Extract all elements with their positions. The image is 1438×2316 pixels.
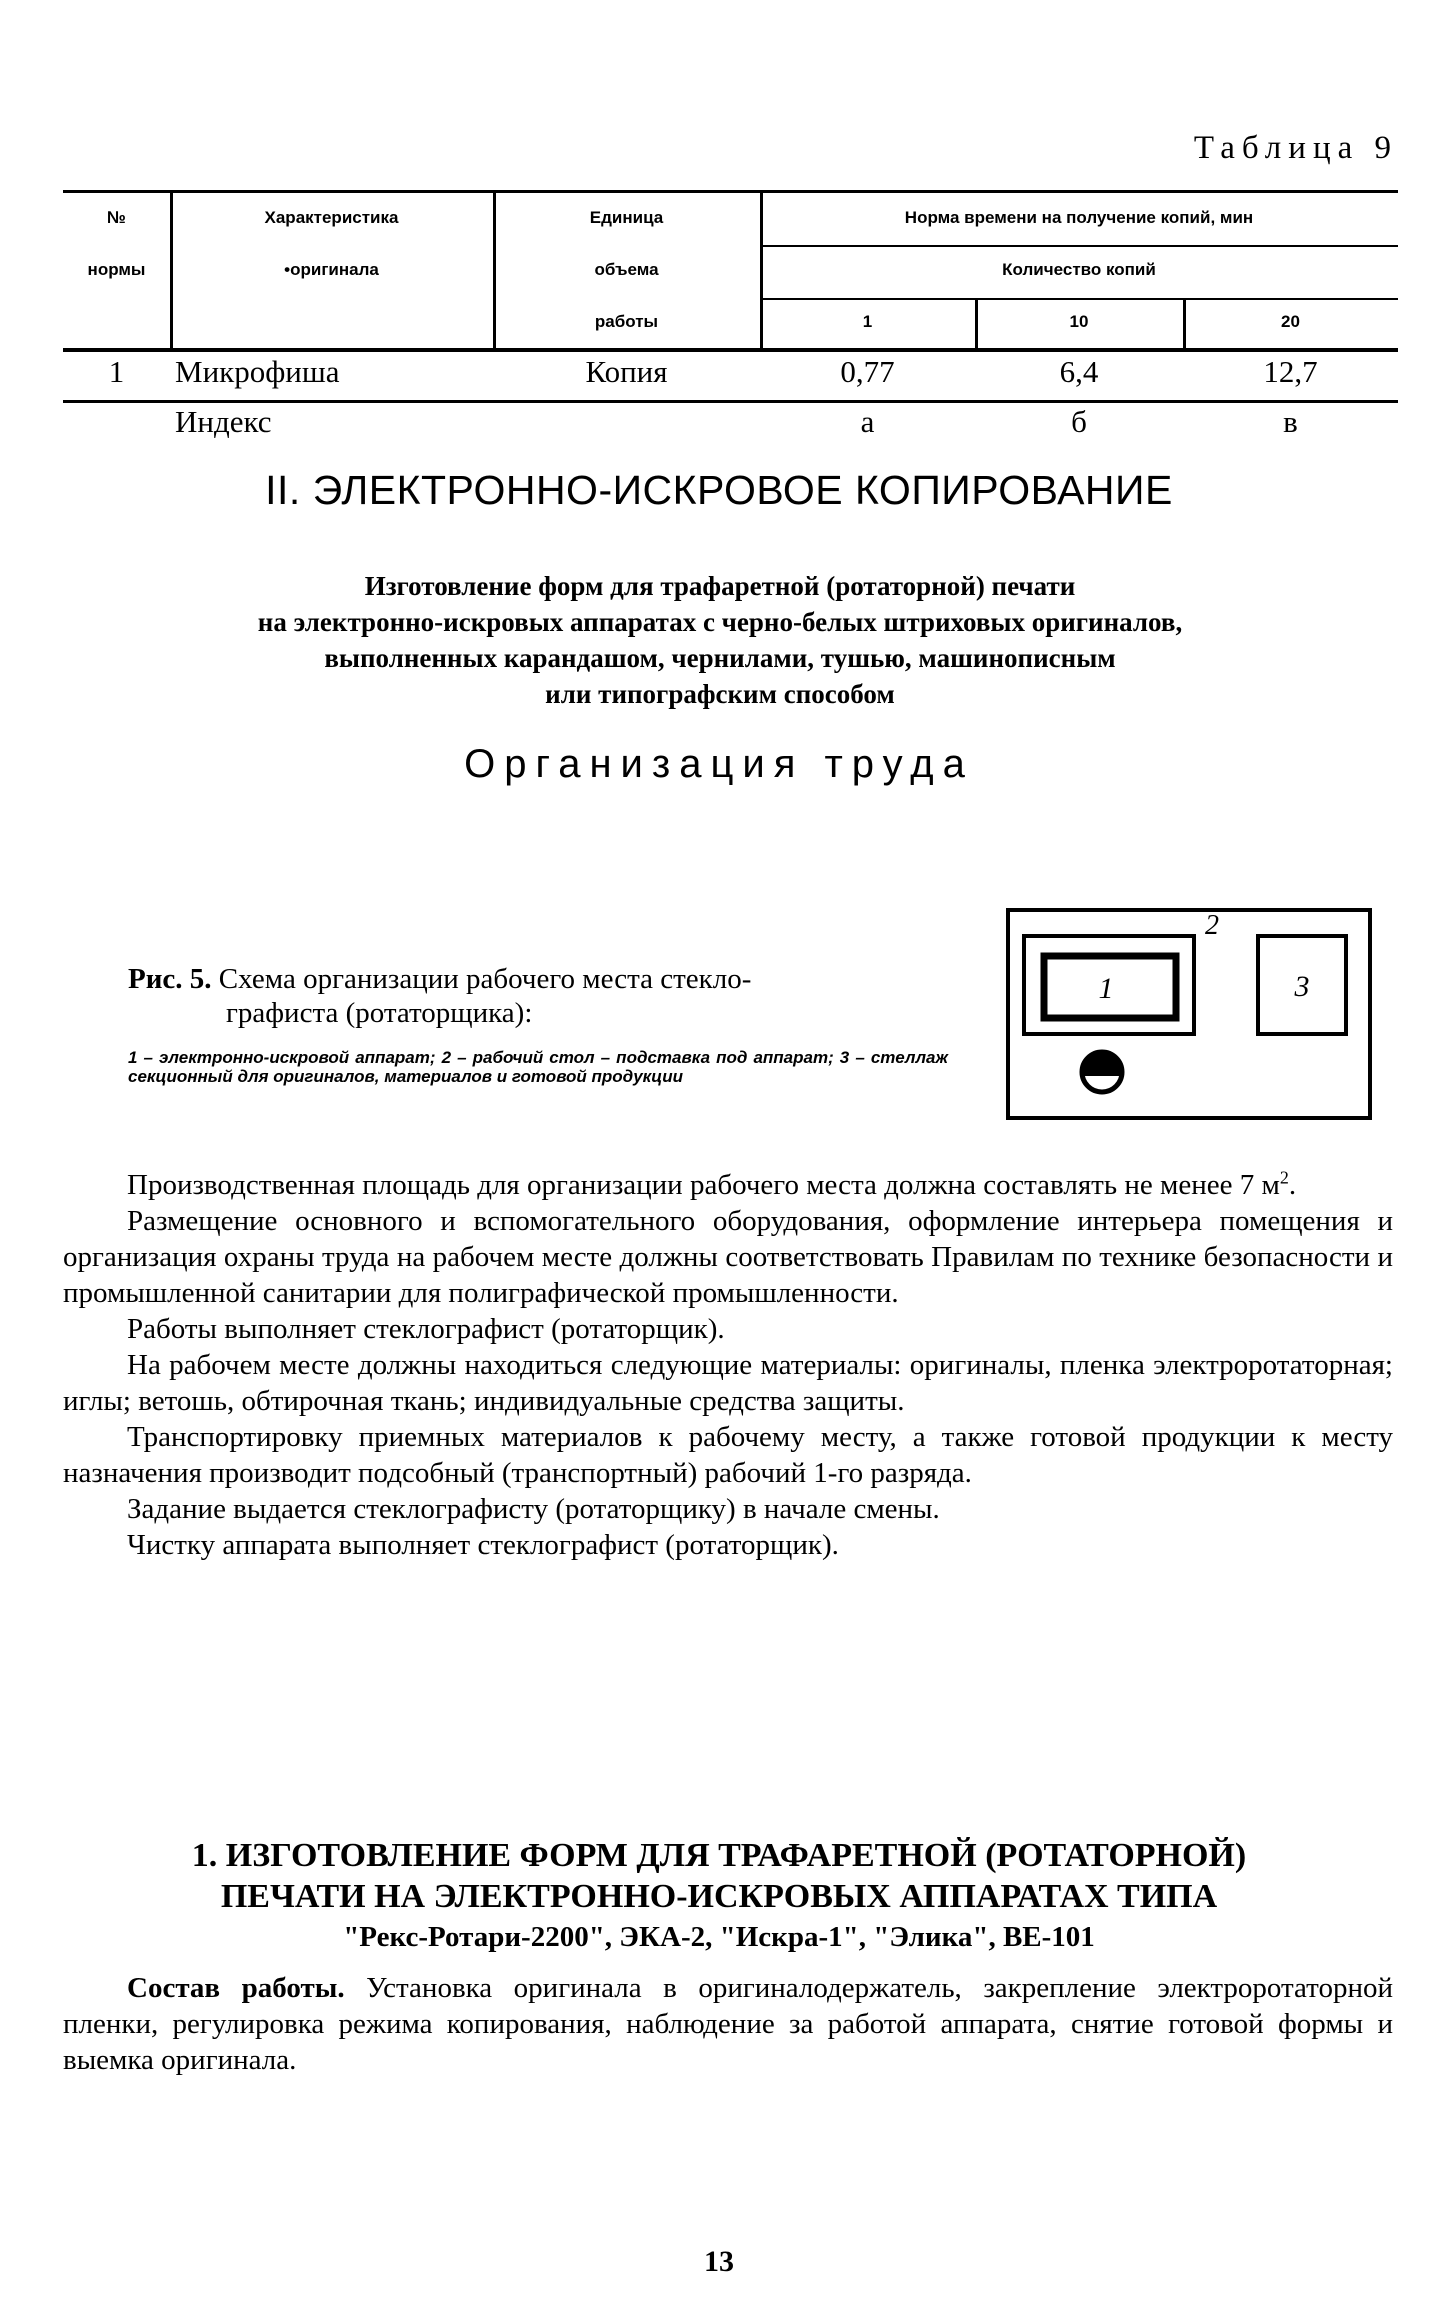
figure-title-line1: Схема организации рабочего места стекло-	[218, 963, 752, 995]
sub-heading	[70, 568, 1370, 712]
paragraph-end: .	[1288, 1169, 1297, 1201]
paragraph-text: Производственная площадь для организации рабочего места должна составлять не менее 7 м	[127, 1169, 1280, 1201]
row-value-10: 6,4	[1059, 354, 1099, 389]
figure-legend: 1 – электронно-искровой аппарат; 2 – рабочий стол – подставка под аппарат; 3 – стеллаж секционный для оригиналов, материалов и готовой продукции	[128, 1048, 948, 1086]
work-composition	[63, 1970, 1393, 2078]
header-unit-2: объема	[594, 260, 659, 279]
row-value-20: 12,7	[1263, 354, 1318, 389]
row-unit: Копия	[585, 354, 668, 389]
paragraph: Размещение основного и вспомогательного оборудования, оформление интерьера помещения и организация охраны труда на рабочем месте должны соответствовать Правилам по технике безопасности и промышленной санитарии для полиграфической промышленности.	[63, 1205, 1393, 1309]
page-number: 13	[704, 2245, 734, 2278]
marker-1: 1	[1098, 972, 1114, 1005]
room-outline	[1008, 910, 1370, 1118]
composition-label: Состав работы.	[127, 1972, 345, 2004]
figure-title	[128, 962, 948, 1030]
marker-3: 3	[1294, 970, 1310, 1003]
header-unit-3: работы	[594, 312, 659, 331]
paragraph: Работы выполняет стеклографист (ротаторщик).	[127, 1313, 725, 1345]
section1-heading-line2: ПЕЧАТИ НА ЭЛЕКТРОННО-ИСКРОВЫХ АППАРАТАХ ТИПА	[220, 1878, 1218, 1915]
paragraph: Транспортировку приемных материалов к рабочему месту, а также готовой продукции к месту назначения производит подсобный (транспортный) рабочий 1-го разряда.	[63, 1421, 1393, 1489]
table-subheader-rule-2	[760, 298, 1398, 300]
table-caption: Таблица 9	[1193, 130, 1398, 166]
header-time-norm: Норма времени на получение копий, мин	[904, 208, 1254, 227]
norms-table	[63, 190, 1398, 440]
section-heading: II. ЭЛЕКТРОННО-ИСКРОВОЕ КОПИРОВАНИЕ	[265, 467, 1173, 513]
header-characteristic-2: •оригинала	[284, 260, 379, 279]
row-characteristic: Микрофиша	[175, 354, 340, 389]
body-text	[63, 1167, 1393, 1563]
header-copies-10: 10	[1069, 312, 1089, 331]
figure-title-line2: графиста (ротаторщика):	[226, 997, 533, 1029]
row-number: 1	[108, 354, 125, 389]
operator-chair-icon	[1082, 1052, 1122, 1092]
paragraph	[63, 1167, 1393, 1203]
sub-heading-line: выполненных карандашом, чернилами, тушью, машинописным	[324, 643, 1116, 673]
header-copies-count: Количество копий	[1002, 260, 1156, 279]
paragraph: На рабочем месте должны находиться следующие материалы: оригиналы, пленка электроротаторная; иглы; ветошь, обтирочная ткань; индивидуальные средства защиты.	[63, 1349, 1393, 1417]
section1-heading-line1: 1. ИЗГОТОВЛЕНИЕ ФОРМ ДЛЯ ТРАФАРЕТНОЙ (РОТАТОРНОЙ)	[191, 1837, 1247, 1874]
workplace-diagram	[1000, 898, 1380, 1128]
superscript: 2	[1279, 1167, 1289, 1188]
organization-heading: Организация труда	[464, 742, 974, 786]
table-top-rule	[63, 190, 1398, 193]
sub-heading-line: Изготовление форм для трафаретной (ротаторной) печати	[364, 571, 1076, 601]
composition-text: Установка оригинала в оригиналодержатель, закрепление электроротаторной пленки, регулировка режима копирования, наблюдение за работой аппарата, снятие готовой формы и выемка оригинала.	[63, 1972, 1393, 2076]
header-copies-1: 1	[862, 312, 873, 331]
marker-2: 2	[1205, 910, 1219, 941]
figure-label: Рис. 5.	[128, 963, 212, 995]
sub-heading-line: или типографским способом	[545, 679, 895, 709]
header-characteristic-1: Характеристика	[264, 208, 399, 227]
header-unit-1: Единица	[589, 208, 664, 227]
header-number-1: №	[107, 208, 126, 227]
table-subheader-rule-1	[760, 245, 1398, 247]
section1-models: "Рекс-Ротари-2200", ЭКА-2, "Искра-1", "Элика", ВЕ-101	[343, 1921, 1095, 1953]
sub-heading-line: на электронно-искровых аппаратах с черно-белых штриховых оригиналов,	[257, 607, 1183, 637]
index-b: б	[1071, 404, 1087, 439]
paragraph: Задание выдается стеклографисту (ротаторщику) в начале смены.	[127, 1493, 940, 1525]
header-number-2: нормы	[87, 260, 146, 279]
paragraph: Чистку аппарата выполняет стеклографист (ротаторщик).	[127, 1529, 839, 1561]
index-v: в	[1283, 404, 1298, 439]
table-row-rule	[63, 400, 1398, 403]
row-value-1: 0,77	[840, 354, 895, 389]
index-label: Индекс	[175, 404, 272, 439]
table-header-rule	[63, 348, 1398, 352]
header-copies-20: 20	[1281, 312, 1300, 331]
figure-caption	[128, 962, 948, 1086]
index-a: а	[860, 404, 875, 439]
section1-heading	[60, 1835, 1378, 1958]
